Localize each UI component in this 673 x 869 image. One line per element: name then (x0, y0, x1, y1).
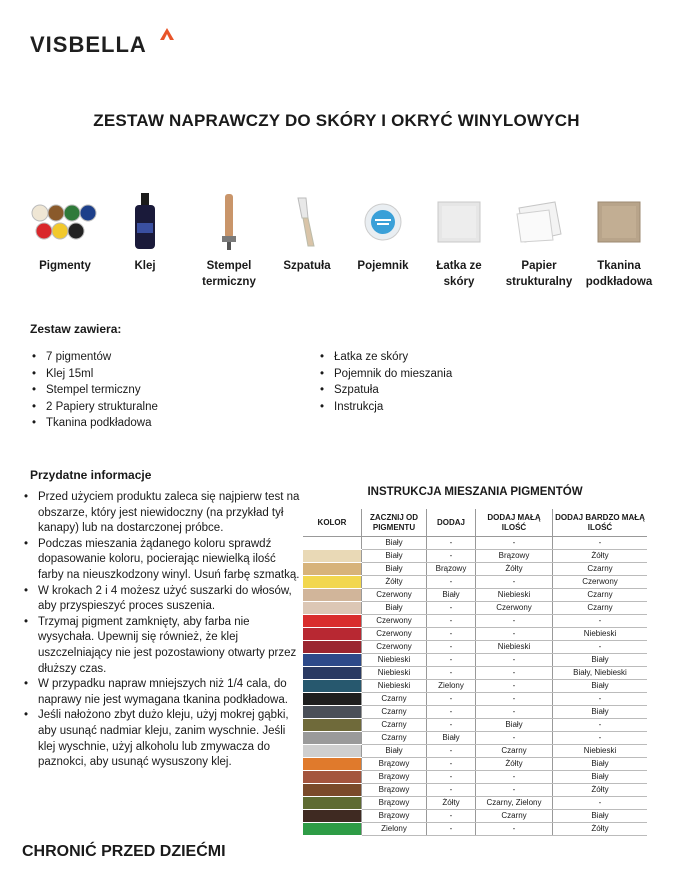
list-item: • 2 Papiery strukturalne (30, 399, 158, 416)
add-tiny-cell: Biały (553, 706, 648, 719)
kit-heading: Zestaw zawiera: (30, 322, 122, 336)
leather-patch-icon (436, 200, 482, 244)
start-pigment-cell: Brązowy (362, 784, 427, 797)
table-row (303, 576, 647, 589)
add-small-cell: - (476, 654, 553, 667)
start-pigment-cell: Czerwony (362, 615, 427, 628)
list-item: • Podczas mieszania żądanego koloru sprawdź dopasowanie koloru, pocierając niewielką ilość farby na nieuszkodzony winyl. Usuń farbę szmatką. (22, 537, 300, 584)
mix-table-body (303, 537, 647, 836)
start-pigment-cell: Biały (362, 550, 427, 563)
start-pigment-cell: Czerwony (362, 589, 427, 602)
mix-table-title: INSTRUKCJA MIESZANIA PIGMENTÓW (367, 486, 583, 498)
add-tiny-cell: Niebieski (553, 745, 648, 758)
add-tiny-cell: Biały (553, 771, 648, 784)
brand-name: VISBELLA (30, 32, 147, 57)
info-list (22, 490, 300, 771)
add-small-cell: Czarny (476, 745, 553, 758)
add-small-cell: Biały (476, 719, 553, 732)
table-row (303, 823, 647, 836)
add-cell: - (427, 576, 476, 589)
color-swatch (303, 758, 362, 771)
table-row (303, 615, 647, 628)
start-pigment-cell: Brązowy (362, 797, 427, 810)
add-cell: - (427, 823, 476, 836)
add-tiny-cell: - (553, 641, 648, 654)
product-backing-fabric (582, 192, 656, 290)
add-tiny-cell: Żółty (553, 784, 648, 797)
add-small-cell: - (476, 667, 553, 680)
add-cell: - (427, 641, 476, 654)
add-cell: Żółty (427, 797, 476, 810)
add-tiny-cell: Czarny (553, 602, 648, 615)
color-swatch (303, 654, 362, 667)
color-swatch (303, 667, 362, 680)
product-heat-stamp (192, 192, 266, 290)
add-small-cell: - (476, 784, 553, 797)
glue-bottle-icon (130, 193, 160, 251)
kit-list-right (318, 349, 452, 415)
add-cell: - (427, 810, 476, 823)
table-row (303, 706, 647, 719)
product-label: Klej (134, 260, 156, 272)
product-container (346, 192, 420, 274)
color-swatch (303, 641, 362, 654)
start-pigment-cell: Biały (362, 745, 427, 758)
list-item: • Przed użyciem produktu zaleca się najpierw test na obszarze, który jest niewidoczny (na przykład tył kanapy) lub na dostarczonej próbce. (22, 490, 300, 537)
color-swatch (303, 810, 362, 823)
color-swatch (303, 784, 362, 797)
add-tiny-cell: Czarny (553, 563, 648, 576)
add-cell: Brązowy (427, 563, 476, 576)
table-row (303, 797, 647, 810)
add-cell: - (427, 667, 476, 680)
logo-chevron-icon (160, 28, 174, 40)
color-swatch (303, 693, 362, 706)
table-row (303, 719, 647, 732)
product-label: Łatka ze skóry (436, 260, 482, 288)
start-pigment-cell: Czerwony (362, 628, 427, 641)
start-pigment-cell: Czarny (362, 732, 427, 745)
add-tiny-cell: Biały (553, 680, 648, 693)
color-swatch (303, 680, 362, 693)
table-row (303, 667, 647, 680)
column-header: DODAJ (427, 509, 476, 537)
color-swatch (303, 628, 362, 641)
table-row (303, 563, 647, 576)
start-pigment-cell: Brązowy (362, 771, 427, 784)
start-pigment-cell: Czarny (362, 706, 427, 719)
add-cell: - (427, 537, 476, 550)
color-swatch (303, 745, 362, 758)
list-item: • Jeśli nałożono zbyt dużo kleju, użyj mokrej gąbki, aby usunąć nadmiar kleju, zanim wyschnie. Jeśli klej wyschnie, użyj alkoholu lub zmywacza do paznokci, aby usunąć wysuszony klej. (22, 708, 300, 770)
table-row (303, 589, 647, 602)
add-tiny-cell: Biały (553, 758, 648, 771)
product-row (28, 192, 668, 302)
start-pigment-cell: Niebieski (362, 654, 427, 667)
product-pigments (28, 192, 102, 274)
color-swatch (303, 576, 362, 589)
start-pigment-cell: Biały (362, 602, 427, 615)
add-cell: - (427, 784, 476, 797)
add-cell: - (427, 628, 476, 641)
add-small-cell: Niebieski (476, 589, 553, 602)
add-cell: - (427, 706, 476, 719)
product-label: Pigmenty (39, 260, 91, 272)
start-pigment-cell: Biały (362, 537, 427, 550)
backing-fabric-icon (596, 200, 642, 244)
color-swatch (303, 732, 362, 745)
table-row (303, 641, 647, 654)
table-header-row (303, 509, 647, 537)
color-swatch (303, 706, 362, 719)
column-header: DODAJ MAŁĄ ILOŚĆ (476, 509, 553, 537)
list-item: • 7 pigmentów (30, 349, 158, 366)
start-pigment-cell: Czerwony (362, 641, 427, 654)
add-tiny-cell: Niebieski (553, 628, 648, 641)
add-small-cell: - (476, 680, 553, 693)
pigment-pots-icon (30, 199, 100, 245)
list-item: • Łatka ze skóry (318, 349, 452, 366)
table-row (303, 732, 647, 745)
list-item: • W krokach 2 i 4 możesz użyć suszarki do włosów, aby przyspieszyć proces suszenia. (22, 584, 300, 615)
start-pigment-cell: Biały (362, 563, 427, 576)
add-small-cell: - (476, 732, 553, 745)
start-pigment-cell: Czarny (362, 693, 427, 706)
color-swatch (303, 797, 362, 810)
table-row (303, 745, 647, 758)
list-item: • Stempel termiczny (30, 382, 158, 399)
add-cell: - (427, 602, 476, 615)
table-row (303, 602, 647, 615)
product-label: Stempel termiczny (202, 260, 256, 288)
add-tiny-cell: Czerwony (553, 576, 648, 589)
add-tiny-cell: Żółty (553, 823, 648, 836)
brand-logo (30, 32, 147, 58)
start-pigment-cell: Niebieski (362, 667, 427, 680)
table-row (303, 680, 647, 693)
add-small-cell: - (476, 693, 553, 706)
color-swatch (303, 589, 362, 602)
list-item: • Trzymaj pigment zamknięty, aby farba nie wysychała. Upewnij się również, że klej uszczelniający nie jest pozostawiony otwarty przez dłuższy czas. (22, 615, 300, 677)
product-label: Papier strukturalny (505, 260, 573, 288)
add-cell: - (427, 550, 476, 563)
add-small-cell: Żółty (476, 758, 553, 771)
color-swatch (303, 771, 362, 784)
add-small-cell: Czarny (476, 810, 553, 823)
add-small-cell: Czerwony (476, 602, 553, 615)
add-cell: Zielony (427, 680, 476, 693)
list-item: • Tkanina podkładowa (30, 415, 158, 432)
column-header: KOLOR (303, 509, 362, 537)
list-item: • Pojemnik do mieszania (318, 366, 452, 383)
add-small-cell: Niebieski (476, 641, 553, 654)
add-tiny-cell: - (553, 797, 648, 810)
kit-list-left (30, 349, 158, 432)
add-tiny-cell: - (553, 537, 648, 550)
table-row (303, 784, 647, 797)
product-leather-patch (422, 192, 496, 290)
table-row (303, 758, 647, 771)
add-cell: Biały (427, 589, 476, 602)
add-cell: - (427, 758, 476, 771)
texture-paper-icon (515, 200, 563, 244)
color-swatch (303, 550, 362, 563)
add-cell: - (427, 654, 476, 667)
product-label: Szpatuła (283, 260, 331, 272)
table-row (303, 810, 647, 823)
add-small-cell: - (476, 615, 553, 628)
add-tiny-cell: Biały (553, 654, 648, 667)
mix-table (303, 509, 647, 836)
table-row (303, 537, 647, 550)
table-row (303, 550, 647, 563)
table-row (303, 771, 647, 784)
product-glue (108, 192, 182, 274)
add-tiny-cell: Czarny (553, 589, 648, 602)
add-tiny-cell: Biały (553, 810, 648, 823)
warning-footer: CHRONIĆ PRZED DZIEĆMI (22, 843, 226, 860)
start-pigment-cell: Brązowy (362, 758, 427, 771)
info-heading: Przydatne informacje (30, 468, 152, 482)
column-header: ZACZNIJ OD PIGMENTU (362, 509, 427, 537)
table-row (303, 654, 647, 667)
list-item: • Instrukcja (318, 399, 452, 416)
add-small-cell: - (476, 771, 553, 784)
start-pigment-cell: Zielony (362, 823, 427, 836)
add-small-cell: - (476, 628, 553, 641)
add-small-cell: Brązowy (476, 550, 553, 563)
add-tiny-cell: Biały, Niebieski (553, 667, 648, 680)
color-swatch (303, 537, 362, 550)
add-cell: - (427, 615, 476, 628)
add-tiny-cell: - (553, 615, 648, 628)
table-row (303, 628, 647, 641)
product-spatula (270, 192, 344, 274)
color-swatch (303, 602, 362, 615)
start-pigment-cell: Żółty (362, 576, 427, 589)
add-small-cell: - (476, 576, 553, 589)
add-cell: - (427, 719, 476, 732)
add-small-cell: - (476, 537, 553, 550)
page-title: ZESTAW NAPRAWCZY DO SKÓRY I OKRYĆ WINYLOWYCH (93, 111, 580, 130)
color-swatch (303, 719, 362, 732)
list-item: • Szpatuła (318, 382, 452, 399)
add-small-cell: - (476, 823, 553, 836)
add-tiny-cell: - (553, 719, 648, 732)
column-header: DODAJ BARDZO MAŁĄ ILOŚĆ (553, 509, 648, 537)
product-label: Pojemnik (357, 260, 409, 272)
list-item: • Klej 15ml (30, 366, 158, 383)
product-texture-paper (502, 192, 576, 290)
add-cell: - (427, 745, 476, 758)
color-swatch (303, 615, 362, 628)
add-cell: - (427, 771, 476, 784)
add-small-cell: Żółty (476, 563, 553, 576)
add-tiny-cell: - (553, 693, 648, 706)
product-label: Tkanina podkładowa (585, 260, 653, 288)
table-row (303, 693, 647, 706)
start-pigment-cell: Brązowy (362, 810, 427, 823)
heat-stamp-icon (219, 194, 239, 250)
color-swatch (303, 823, 362, 836)
color-swatch (303, 563, 362, 576)
start-pigment-cell: Czarny (362, 719, 427, 732)
start-pigment-cell: Niebieski (362, 680, 427, 693)
list-item: • W przypadku napraw mniejszych niż 1/4 cala, do naprawy nie jest wymagana tkanina podkładowa. (22, 677, 300, 708)
add-tiny-cell: Żółty (553, 550, 648, 563)
add-small-cell: - (476, 706, 553, 719)
container-icon (363, 202, 403, 242)
add-cell: - (427, 693, 476, 706)
add-tiny-cell: - (553, 732, 648, 745)
spatula-icon (294, 196, 320, 248)
add-small-cell: Czarny, Zielony (476, 797, 553, 810)
add-cell: Biały (427, 732, 476, 745)
